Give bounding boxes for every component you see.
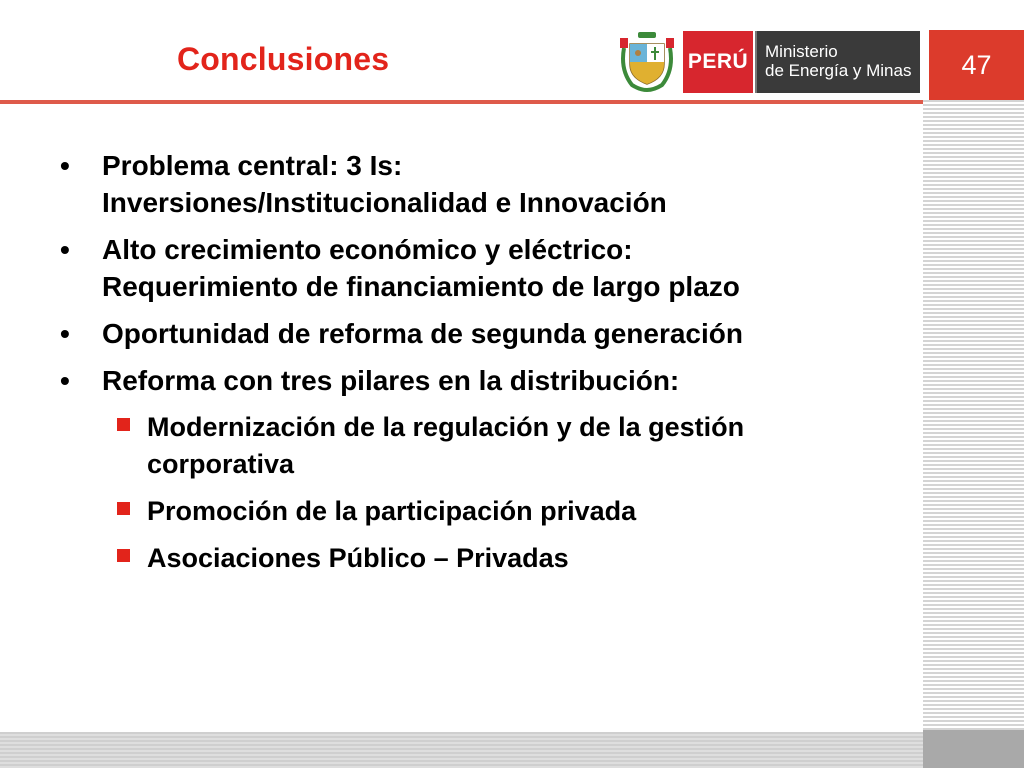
bullet-dot-icon: • <box>60 318 70 349</box>
red-square-icon <box>117 502 130 515</box>
bullet-text: Requerimiento de financiamiento de largo plazo <box>102 271 740 302</box>
sub-bullet-item <box>60 409 920 483</box>
sub-bullet-item <box>60 540 920 577</box>
bullet-dot-icon: • <box>60 234 70 265</box>
bullet-item <box>60 362 920 399</box>
bullet-item <box>60 147 920 221</box>
sub-bullet-item <box>60 493 920 530</box>
bullet-text: Reforma con tres pilares en la distribución: <box>102 365 680 396</box>
bullet-item <box>60 315 920 352</box>
bullet-text: Inversiones/Institucionalidad e Innovación <box>102 187 667 218</box>
bullet-text: Problema central: 3 Is: <box>102 150 403 181</box>
page-number-badge: 47 <box>929 30 1024 100</box>
decorative-corner <box>923 730 1024 768</box>
sub-bullet-text: Promoción de la participación privada <box>147 496 637 526</box>
ministry-line-1: Ministerio <box>765 42 838 61</box>
red-square-icon <box>117 549 130 562</box>
bullet-item <box>60 231 920 305</box>
peru-label: PERÚ <box>683 31 753 93</box>
red-square-icon <box>117 418 130 431</box>
ministry-line-2: de Energía y Minas <box>765 61 912 80</box>
ministry-logo <box>618 30 920 94</box>
sub-bullet-text: corporativa <box>147 449 295 479</box>
sub-bullet-text: Modernización de la regulación y de la gestión <box>147 412 745 442</box>
slide-body <box>60 147 920 587</box>
title-underline <box>0 100 923 104</box>
slide-title: Conclusiones <box>177 41 390 77</box>
ministry-label <box>755 31 920 93</box>
bullet-dot-icon: • <box>60 150 70 181</box>
bullet-dot-icon: • <box>60 365 70 396</box>
bullet-text: Alto crecimiento económico y eléctrico: <box>102 234 633 265</box>
decorative-stripes-right <box>923 100 1024 730</box>
sub-bullet-text: Asociaciones Público – Privadas <box>147 543 569 573</box>
peru-coat-of-arms-icon <box>618 30 676 92</box>
bullet-text: Oportunidad de reforma de segunda generación <box>102 318 743 349</box>
decorative-bar-bottom <box>0 732 923 768</box>
